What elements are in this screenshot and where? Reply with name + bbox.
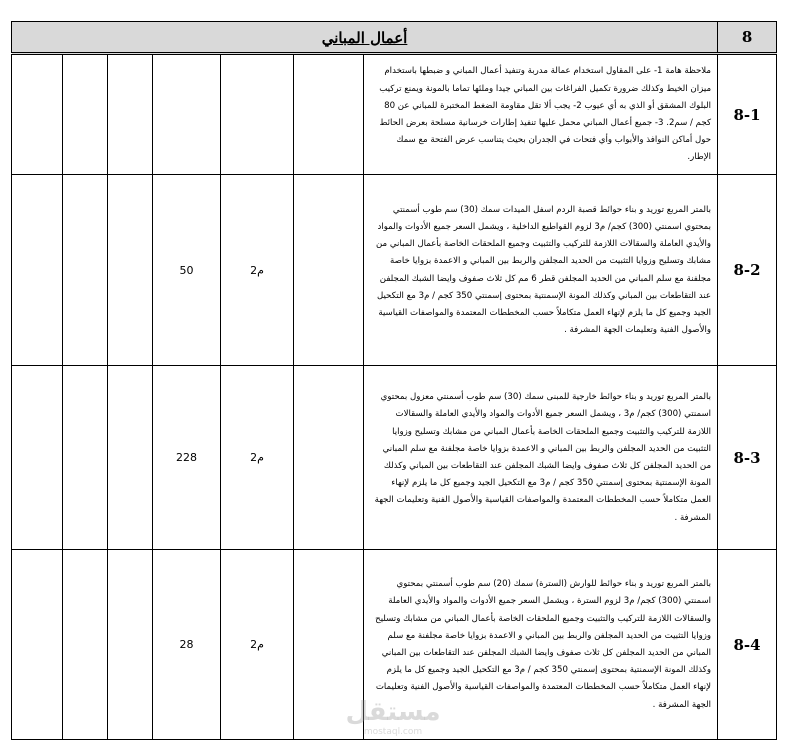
empty-cell — [294, 366, 364, 550]
description-cell: ملاحظة هامة 1- على المقاول استخدام عمالة مدربة وتنفيذ أعمال المباني و ضبطها باستخدام ميزان الخيط وكذلك ضرورة تكميل الفراغات بين المباني جيدا وملئها تماما بالمونة ويمنع تركيب البلوك المشقق أو الذي به أي عيوب 2- يجب ألا تقل مقاومة الضغط المختبرة للمباني عن 80 كجم / سم2. 3- جميع أعمال المباني محمل عليها تنفيذ إطارات خرسانية مسلحة بعرض الحائط حول أماكن النوافذ والأبواب وأي فتحات في الجدران بحيث يتناسب عرض الفتحة مع سمك الإطار. — [364, 54, 718, 175]
table-row — [12, 175, 777, 366]
unit-cell — [221, 54, 294, 175]
empty-cell — [12, 175, 63, 366]
description-cell: بالمتر المربع توريد و بناء حوائط قصبة الردم اسفل الميدات سمك (30) سم طوب أسمنتي بمحتوي اسمنتي (300) كجم/ م3 لزوم القواطيع الداخلية ، ويشمل السعر جميع الأدوات والمواد والأيدي العاملة والسقالات اللازمة للتركيب والتثبيت وجميع الملحقات الخاصة بأعمال المباني من مشابك وتسليح وزوايا التثبيت من الحديد المجلفن والربط بين المباني و الاعمدة بزوايا خاصة مجلفنة مع سلم المباني من الحديد المجلفن قطر 6 مم كل ثلاث صفوف وايضا الشبك المجلفن عند التقاطعات بين المباني وكذلك المونة الإسمنتية بمحتوى إسمنتي 350 كجم / م3 مع التكحيل الجيد وجميع كل ما يلزم لإنهاء العمل متكاملاً حسب المخططات المعتمدة والمواصفات القياسية والأصول الفنية وتعليمات الجهة المشرفة . — [364, 175, 718, 366]
empty-cell — [63, 366, 108, 550]
description-cell: بالمتر المربع توريد و بناء حوائط خارجية للمبنى سمك (30) سم طوب أسمنتي معزول بمحتوي اسمنتي (300) كجم/ م3 ، ويشمل السعر جميع الأدوات والمواد والأيدي العاملة والسقالات اللازمة للتركيب والتثبيت وجميع الملحقات الخاصة بأعمال المباني من مشابك وتسليح وزوايا التثبيت من الحديد المجلفن والربط بين المباني و الاعمدة بزوايا خاصة مجلفنة مع سلم المباني من الحديد المجلفن كل ثلاث صفوف وايضا الشبك المجلفن عند التقاطعات بين المباني وكذلك المونة الإسمنتية بمحتوى إسمنتي 350 كجم / م3 مع التكحيل الجيد وجميع كل ما يلزم لإنهاء العمل متكاملاً حسب المخططات المعتمدة والمواصفات القياسية والأصول الفنية وتعليمات الجهة المشرفة . — [364, 366, 718, 550]
empty-cell — [63, 54, 108, 175]
empty-cell — [294, 175, 364, 366]
empty-cell — [294, 54, 364, 175]
boq-table — [11, 21, 777, 740]
item-number: 8-2 — [718, 175, 777, 366]
empty-cell — [63, 175, 108, 366]
table-row — [12, 366, 777, 550]
unit-cell: م2 — [221, 550, 294, 740]
item-number: 8-4 — [718, 550, 777, 740]
empty-cell — [108, 175, 153, 366]
section-title: أعمال المباني — [321, 28, 408, 47]
qty-cell: 50 — [153, 175, 221, 366]
unit-cell: م2 — [221, 175, 294, 366]
empty-cell — [108, 550, 153, 740]
item-number: 8-1 — [718, 54, 777, 175]
section-number: 8 — [718, 22, 777, 54]
watermark-arabic: مستقل — [345, 697, 441, 727]
description-cell: بالمتر المربع توريد و بناء حوائط للوارش (السترة) سمك (20) سم طوب أسمنتي بمحتوي اسمنتي (300) كجم/ م3 لزوم السترة ، ويشمل السعر جميع الأدوات والمواد والأيدي العاملة والسقالات اللازمة للتركيب والتثبيت وجميع الملحقات الخاصة بأعمال المباني من مشابك وتسليح وزوايا التثبيت من الحديد المجلفن والربط بين المباني و الاعمدة بزوايا خاصة مجلفنة مع سلم المباني من الحديد المجلفن كل ثلاث صفوف وايضا الشبك المجلفن عند التقاطعات بين المباني وكذلك المونة الإسمنتية بمحتوى إسمنتي 350 كجم / م3 مع التكحيل الجيد وجميع كل ما يلزم لإنهاء العمل متكاملاً حسب المخططات المعتمدة والمواصفات القياسية والأصول الفنية وتعليمات الجهة المشرفة . — [364, 550, 718, 740]
empty-cell — [12, 366, 63, 550]
qty-cell: 28 — [153, 550, 221, 740]
section-title-cell — [12, 22, 718, 54]
empty-cell — [108, 366, 153, 550]
empty-cell — [12, 54, 63, 175]
empty-cell — [12, 550, 63, 740]
watermark-latin: mostaql.com — [363, 727, 423, 737]
item-number: 8-3 — [718, 366, 777, 550]
empty-cell — [108, 54, 153, 175]
empty-cell — [63, 550, 108, 740]
qty-cell: 228 — [153, 366, 221, 550]
qty-cell — [153, 54, 221, 175]
table-row — [12, 550, 777, 740]
unit-cell: م2 — [221, 366, 294, 550]
empty-cell — [294, 550, 364, 740]
table-row — [12, 54, 777, 175]
section-header-row — [12, 22, 777, 54]
